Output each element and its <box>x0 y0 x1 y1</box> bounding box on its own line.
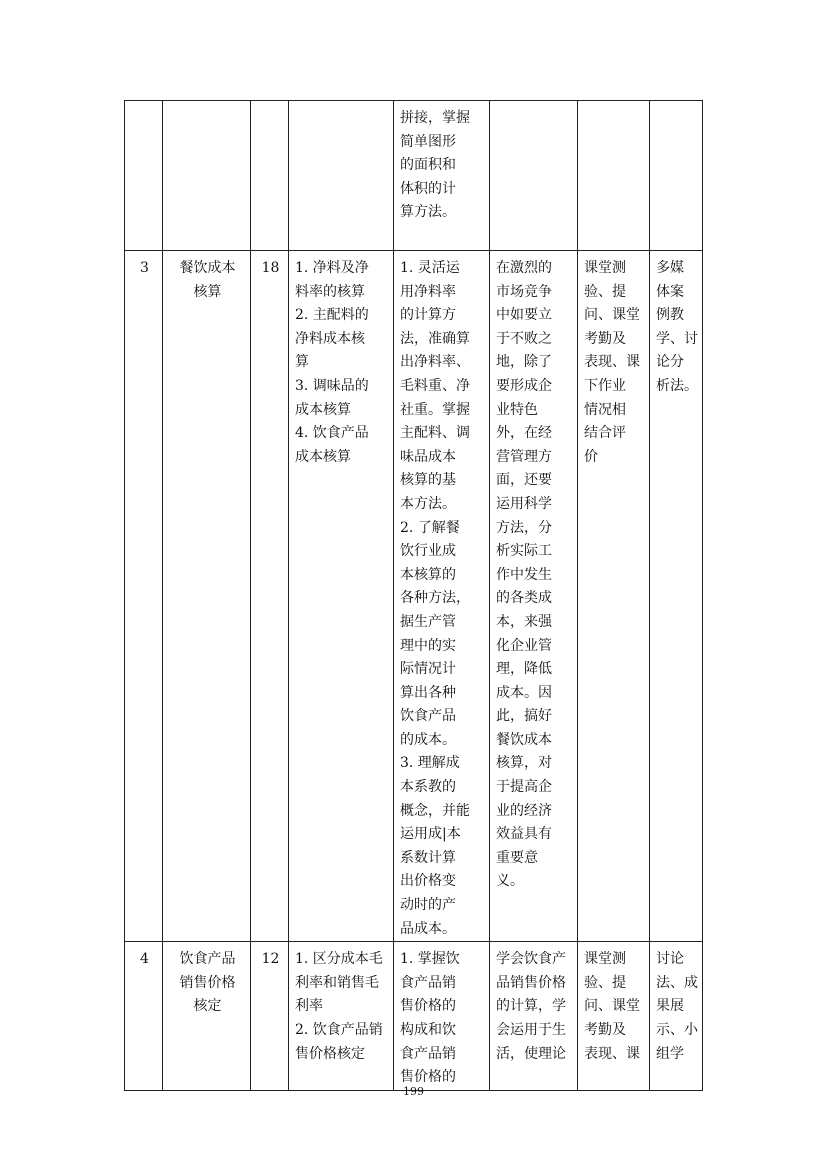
cell-method <box>650 101 703 251</box>
table-row <box>125 942 703 1091</box>
cell-number: 4 <box>125 942 163 1091</box>
cell-content: 1. 区分成本毛 利率和销售毛 利率 2. 饮食产品销 售价格核定 <box>289 942 394 1091</box>
cell-assessment <box>578 101 650 251</box>
cell-objective: 1. 掌握饮 食产品销 售价格的 构成和饮 食产品销 售价格的 <box>394 942 490 1091</box>
table-row <box>125 101 703 251</box>
cell-quality: 学会饮食产 品销售价格 的计算，学 会运用于生 活，使理论 <box>490 942 578 1091</box>
cell-method: 讨论 法、成 果展 示、小 组学 <box>650 942 703 1091</box>
cell-objective: 拼接，掌握 简单图形 的面积和 体积的计 算方法。 <box>394 101 490 251</box>
cell-quality: 在激烈的 市场竞争 中如要立 于不败之 地，除了 要形成企 业特色 外，在经 营管理方 面，还要 运用科学 方法，分 析实际工 作中发生 的各类成 本，来强 化企业管 理，降低 成本。因 此，搞好 餐饮成本 核算，对 于提高企 业的经济 效益具有 重要意 义。 <box>490 251 578 942</box>
cell-hours: 12 <box>251 942 289 1091</box>
cell-course-name <box>163 101 251 251</box>
table-row <box>125 251 703 942</box>
cell-content <box>289 101 394 251</box>
cell-content: 1. 净料及净 料率的核算 2. 主配料的 净料成本核 算 3. 调味品的 成本核算 4. 饮食产品 成本核算 <box>289 251 394 942</box>
cell-assessment: 课堂测 验、提 问、课堂 考勤及 表现、课 <box>578 942 650 1091</box>
course-table <box>124 100 703 1091</box>
cell-assessment: 课堂测 验、提 问、课堂 考勤及 表现、课 下作业 情况相 结合评 价 <box>578 251 650 942</box>
cell-course-name: 餐饮成本 核算 <box>163 251 251 942</box>
page-number: 199 <box>403 1085 424 1098</box>
cell-method: 多媒 体案 例教 学、讨 论分 析法。 <box>650 251 703 942</box>
cell-hours: 18 <box>251 251 289 942</box>
cell-number <box>125 101 163 251</box>
cell-quality <box>490 101 578 251</box>
cell-hours <box>251 101 289 251</box>
cell-course-name: 饮食产品 销售价格 核定 <box>163 942 251 1091</box>
cell-number: 3 <box>125 251 163 942</box>
cell-objective: 1. 灵活运 用净料率 的计算方 法，准确算 出净料率、 毛料重、净 社重。掌握 主配料、调 味品成本 核算的基 本方法。 2. 了解餐 饮行业成 本核算的 各种方法， 据生产管 理中的实 际情况计 算出各种 饮食产品 的成本。 3. 理解成 本系教的 概念，并能 运用成|本 系数计算 出价格变 动时的产 品成本。 <box>394 251 490 942</box>
